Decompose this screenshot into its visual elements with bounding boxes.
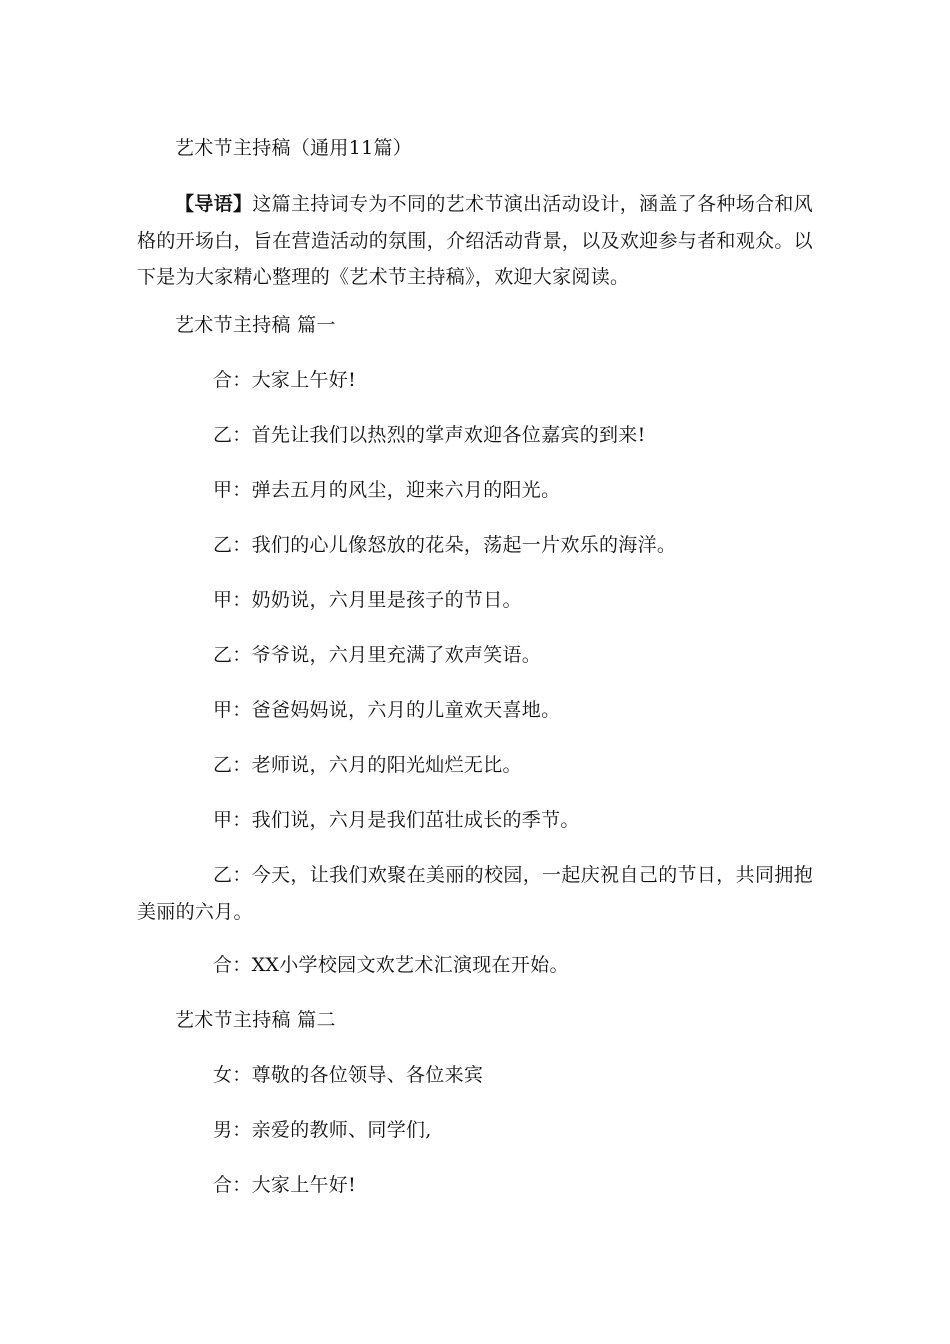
dialogue-line: 女：尊敬的各位领导、各位来宾 <box>213 1064 484 1086</box>
dialogue-line-wrapped: 乙：今天，让我们欢聚在美丽的校园，一起庆祝自己的节日，共同拥抱美丽的六月。 <box>137 864 813 923</box>
dialogue-line: 甲：奶奶说，六月里是孩子的节日。 <box>213 589 522 611</box>
dialogue-line: 甲：爸爸妈妈说，六月的儿童欢天喜地。 <box>213 699 561 721</box>
intro-label: 【导语】 <box>175 193 253 215</box>
intro-text: 这篇主持词专为不同的艺术节演出活动设计，涵盖了各种场合和风格的开场白，旨在营造活动的氛围，介绍活动背景，以及欢迎参与者和观众。以下是为大家精心整理的《艺术节主持稿》，欢迎大家阅读。 <box>137 193 814 288</box>
section-heading: 艺术节主持稿 篇一 <box>175 314 336 336</box>
dialogue-line: 合：大家上午好! <box>213 1174 357 1196</box>
document-title: 艺术节主持稿（通用11篇） <box>175 137 413 159</box>
dialogue-line: 甲：我们说，六月是我们茁壮成长的季节。 <box>213 809 580 831</box>
dialogue-line: 乙：老师说，六月的阳光灿烂无比。 <box>213 754 522 776</box>
dialogue-line: 合：大家上午好! <box>213 369 357 391</box>
dialogue-line: 甲：弹去五月的风尘，迎来六月的阳光。 <box>213 479 561 501</box>
dialogue-line: 乙：首先让我们以热烈的掌声欢迎各位嘉宾的到来! <box>213 424 646 446</box>
dialogue-line: 男：亲爱的教师、同学们, <box>213 1119 432 1141</box>
dialogue-line: 乙：我们的心儿像怒放的花朵，荡起一片欢乐的海洋。 <box>213 534 677 556</box>
closing-line: 合：XX小学校园文欢艺术汇演现在开始。 <box>213 954 569 976</box>
section-heading: 艺术节主持稿 篇二 <box>175 1009 336 1031</box>
dialogue-line: 乙：爷爷说，六月里充满了欢声笑语。 <box>213 644 542 666</box>
intro-paragraph <box>137 186 813 296</box>
